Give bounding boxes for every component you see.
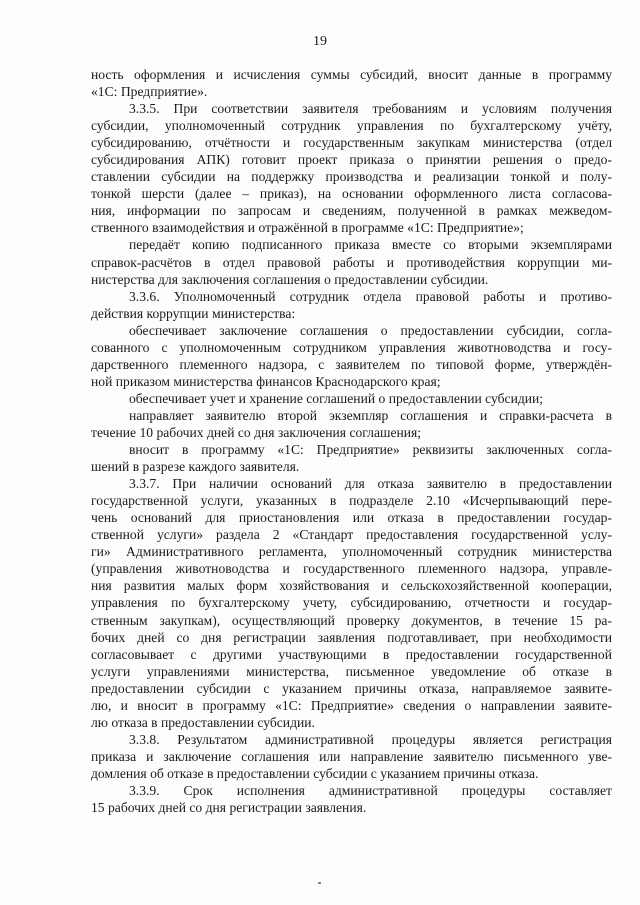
text-line: 3.3.9. Срок исполнения административной процедуры составляет (129, 782, 612, 798)
text-line: ность оформления и исчисления суммы субсидий, вносит данные в программу (91, 67, 612, 82)
text-line: предоставлении субсидии с указанием причины отказа, направляемое заявите- (91, 680, 612, 696)
text-line: шений в разрезе каждого заявителя. (91, 459, 300, 475)
text-line: государственной услуги, указанных в подразделе 2.10 «Исчерпывающий пере- (91, 493, 612, 509)
text-line: субсидированию, отчётности и государственным закупкам министерства (отдел (91, 135, 612, 151)
text-line: ния, информации по запросам и сведениям, полученной в рамках межведом- (91, 203, 612, 219)
text-line: ственного взаимодействия и отражённой в программе «1С: Предприятие»; (91, 220, 524, 236)
scan-speck (318, 882, 321, 884)
text-line: ственным закупкам), осуществляющий проверку документов, в течение 15 ра- (91, 612, 612, 628)
text-line: (управления животноводства и государственного племенного надзора, управле- (91, 561, 612, 577)
text-line: вносит в программу «1С: Предприятие» реквизиты заключенных согла- (129, 442, 612, 458)
text-line: обеспечивает заключение соглашения о предоставлении субсидии, согла- (129, 322, 612, 338)
text-line: действия коррупции министерства: (91, 305, 296, 321)
text-line: лю, и вносит в программу «1С: Предприятие» сведения о направлении заявите- (91, 697, 612, 713)
text-line: приказа и заключение соглашения или направление заявителю письменного уве- (91, 748, 612, 764)
text-line: сованного с уполномоченным сотрудником управления животноводства и госу- (91, 339, 612, 355)
text-line: домления об отказе в предоставлении субсидии с указанием причины отказа. (91, 765, 539, 781)
text-line: тонкой шерсти (далее – приказ), на основании оформленного листа согласова- (91, 186, 612, 202)
text-line: дарственного племенного надзора, с заявителем по типовой форме, утверждён- (91, 356, 612, 372)
text-line: бочих дней со дня регистрации заявления подготавливает, при необходимости (91, 629, 612, 645)
text-line: субсидии, уполномоченный сотрудник управления по бухгалтерскому учёту, (91, 118, 612, 134)
text-line: ставлении субсидии на поддержку производства и реализации тонкой и полу- (91, 169, 612, 185)
text-line: 3.3.5. При соответствии заявителя требованиям и условиям получения (129, 101, 612, 117)
text-line: направляет заявителю второй экземпляр соглашения и справки-расчета в (129, 407, 612, 423)
text-line: 3.3.6. Уполномоченный сотрудник отдела правовой работы и противо- (129, 288, 612, 304)
text-line: течение 10 рабочих дней со дня заключения соглашения; (91, 424, 422, 440)
text-line: 3.3.7. При наличии оснований для отказа заявителю в предоставлении (129, 476, 612, 492)
document-body (91, 66, 612, 816)
text-line: «1С: Предприятие». (91, 84, 208, 100)
page-number: 19 (313, 34, 327, 49)
text-line: передаёт копию подписанного приказа вместе со вторыми экземплярами (129, 237, 612, 253)
text-line: справок-расчётов в отдел правовой работы и противодействия коррупции ми- (91, 254, 612, 270)
text-line: нистерства для заключения соглашения о предоставлении субсидии. (91, 271, 489, 287)
text-line: лю отказа в предоставлении субсидии. (91, 714, 315, 730)
text-line: ной приказом министерства финансов Краснодарского края; (91, 373, 441, 389)
text-line: субсидирования АПК) готовит проект приказа о принятии решения о предо- (91, 152, 612, 168)
text-line: управления по бухгалтерскому учету, субсидированию, отчетности и государ- (91, 595, 612, 611)
text-line: ственной услуги» раздела 2 «Стандарт предоставления государственной услу- (91, 527, 612, 543)
text-line: 3.3.8. Результатом административной процедуры является регистрация (129, 731, 612, 747)
text-line: обеспечивает учет и хранение соглашений о предоставлении субсидии; (129, 390, 544, 406)
text-line: ги» Административного регламента, уполномоченный сотрудник министерства (91, 544, 612, 560)
text-line: согласовывает с другими участвующими в предоставлении государственной (91, 646, 612, 662)
text-line: ния развития малых форм хозяйствования и сельскохозяйственной кооперации, (91, 578, 612, 594)
text-line: чень оснований для приостановления или отказа в предоставлении государ- (91, 510, 612, 526)
text-line: 15 рабочих дней со дня регистрации заявления. (91, 800, 367, 816)
text-line: услуги управлениями министерства, письменное уведомление об отказе в (91, 663, 612, 679)
